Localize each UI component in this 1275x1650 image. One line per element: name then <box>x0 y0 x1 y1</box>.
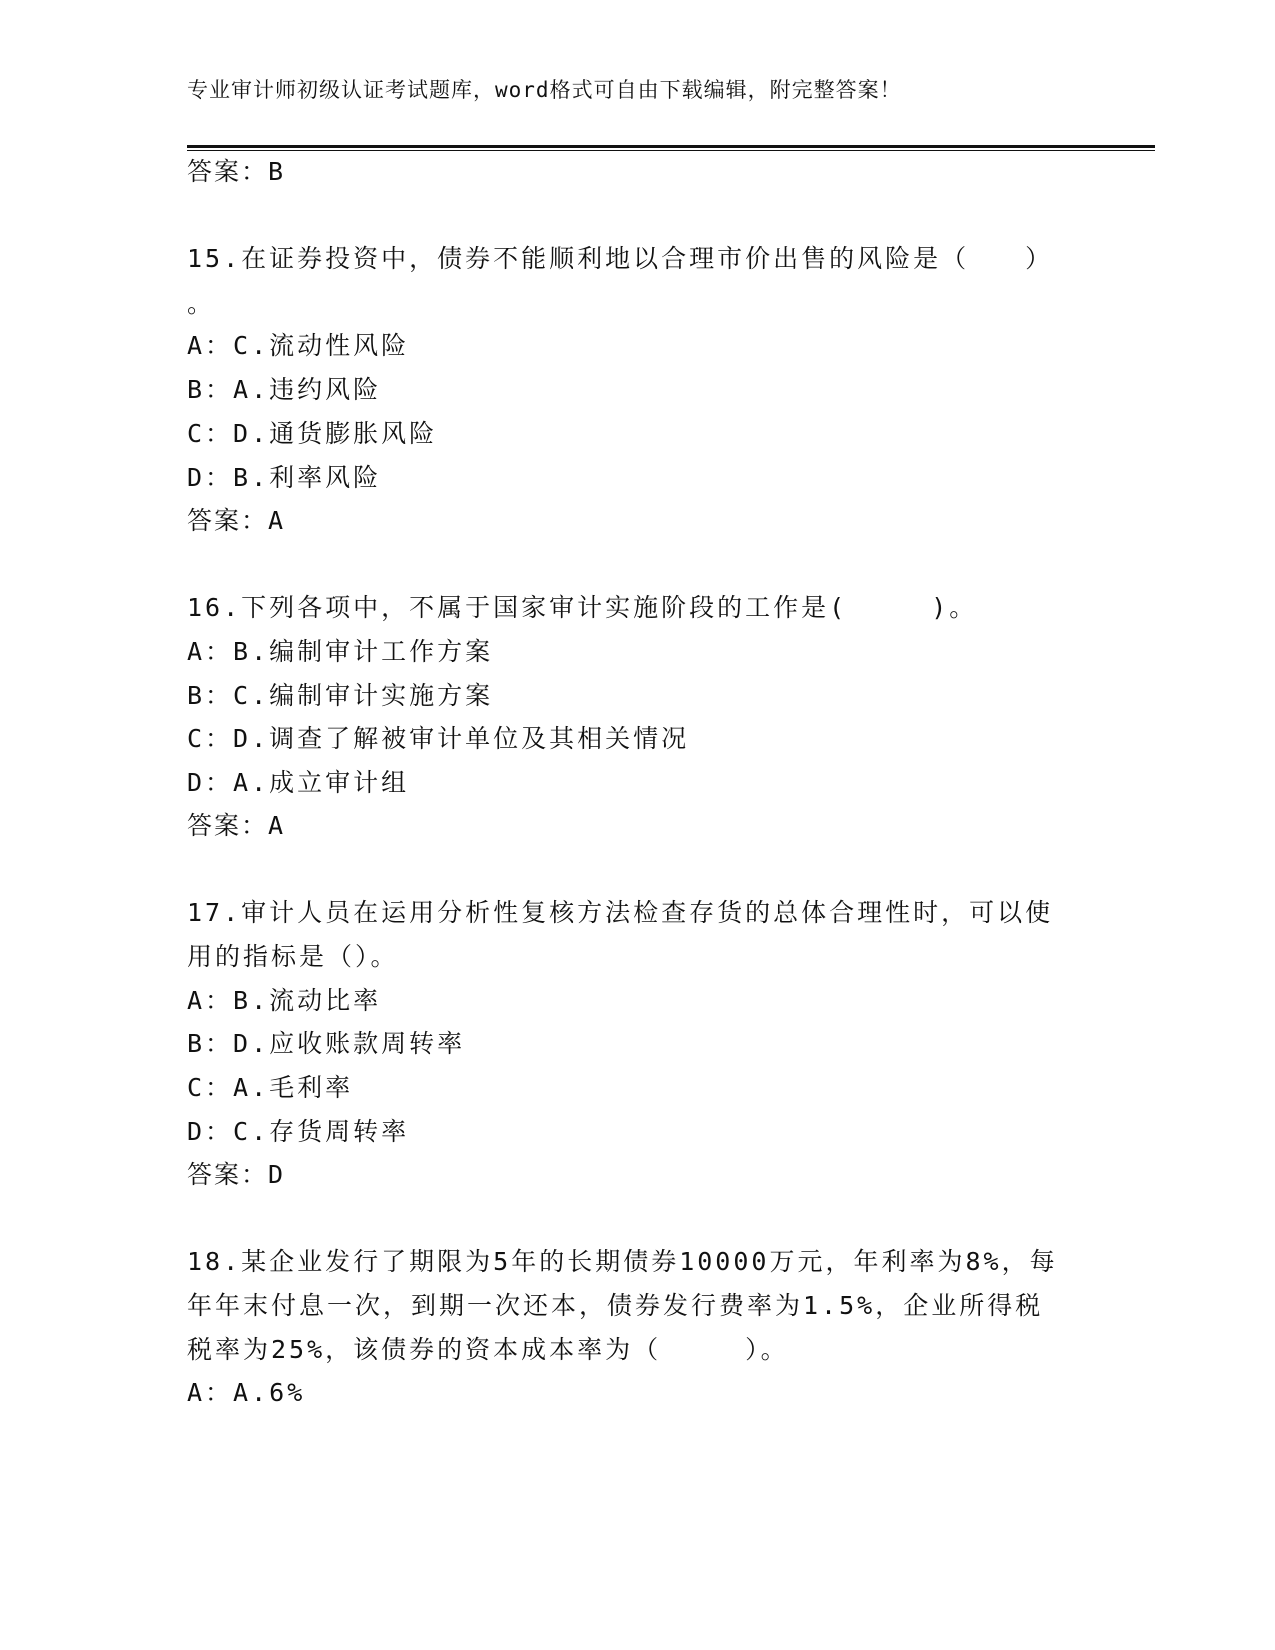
answer-label: 答案： <box>187 811 269 840</box>
answer-label: 答案： <box>187 157 269 186</box>
question-15-option-c: C：D.通货膨胀风险 <box>187 419 438 448</box>
question-15-option-a: A：C.流动性风险 <box>187 331 410 360</box>
question-17-option-d: D：C.存货周转率 <box>187 1117 410 1146</box>
question-17-option-a: A：B.流动比率 <box>187 986 382 1015</box>
question-16-option-c: C：D.调查了解被审计单位及其相关情况 <box>187 724 690 753</box>
question-16-option-b: B：C.编制审计实施方案 <box>187 681 494 710</box>
question-15-option-d: D：B.利率风险 <box>187 463 382 492</box>
header-rule-thin <box>187 150 1155 151</box>
question-15-option-b: B：A.违约风险 <box>187 375 382 404</box>
question-18-stem-line-3: 税率为25%，该债券的资本成本率为（ ）。 <box>187 1335 789 1364</box>
page-header: 专业审计师初级认证考试题库，word格式可自由下载编辑，附完整答案！ <box>187 78 902 102</box>
question-17-stem-line-1: 17.审计人员在运用分析性复核方法检查存货的总体合理性时，可以使 <box>187 898 1054 927</box>
question-16-stem-line-1: 16.下列各项中，不属于国家审计实施阶段的工作是( )。 <box>187 593 978 622</box>
question-15-stem-line-2: 。 <box>187 289 216 318</box>
answer-label: 答案： <box>187 1160 269 1189</box>
answer-line <box>187 1160 285 1190</box>
answer-value: D <box>268 1160 286 1189</box>
header-rule-thick <box>187 145 1155 148</box>
answer-value: B <box>268 157 286 186</box>
answer-value: A <box>268 811 286 840</box>
question-18-stem-line-2: 年年末付息一次，到期一次还本，债券发行费率为1.5%，企业所得税 <box>187 1291 1044 1320</box>
question-16-option-d: D：A.成立审计组 <box>187 768 410 797</box>
answer-line <box>187 157 285 187</box>
question-18-stem-line-1: 18.某企业发行了期限为5年的长期债券10000万元，年利率为8%，每 <box>187 1247 1058 1276</box>
question-17-option-c: C：A.毛利率 <box>187 1073 354 1102</box>
answer-value: A <box>268 506 286 535</box>
answer-line <box>187 811 285 841</box>
question-18-option-a: A：A.6% <box>187 1378 306 1407</box>
question-16-option-a: A：B.编制审计工作方案 <box>187 637 494 666</box>
question-15-stem-line-1: 15.在证券投资中，债券不能顺利地以合理市价出售的风险是（ ） <box>187 244 1054 273</box>
answer-line <box>187 506 285 536</box>
answer-label: 答案： <box>187 506 269 535</box>
question-17-option-b: B：D.应收账款周转率 <box>187 1029 466 1058</box>
question-17-stem-line-2: 用的指标是（）。 <box>187 942 399 971</box>
